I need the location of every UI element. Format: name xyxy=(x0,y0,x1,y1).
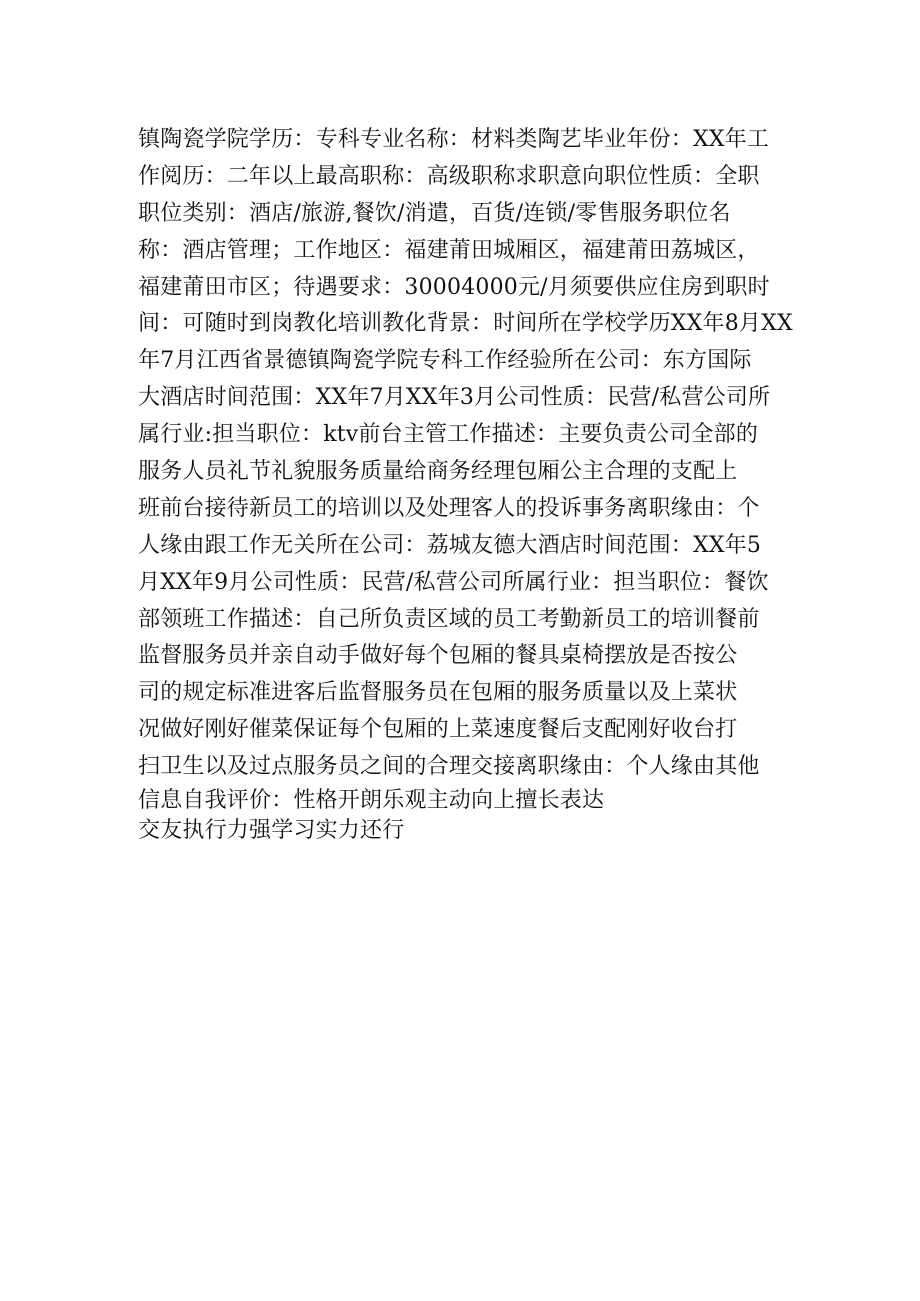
text-line: 间：可随时到岗教化培训教化背景：时间所在学校学历XX年8月XX xyxy=(138,311,793,337)
text-line: 属行业:担当职位：ktv前台主管工作描述：主要负责公司全部的 xyxy=(138,422,759,448)
text-line: 司的规定标准进客后监督服务员在包厢的服务质量以及上菜状 xyxy=(138,680,738,706)
document-body-text xyxy=(138,122,793,846)
text-line: 作阅历：二年以上最高职称：高级职称求职意向职位性质：全职 xyxy=(138,163,760,189)
text-line: 监督服务员并亲自动手做好每个包厢的餐具桌椅摆放是否按公 xyxy=(138,643,738,669)
text-line: 部领班工作描述：自己所负责区域的员工考勤新员工的培训餐前 xyxy=(138,606,760,632)
text-line: 职位类别：酒店/旅游,餐饮/消遣，百货/连锁/零售服务职位名 xyxy=(138,200,731,226)
text-line: 人缘由跟工作无关所在公司：荔城友德大酒店时间范围：XX年5 xyxy=(138,532,762,558)
text-line: 年7月江西省景德镇陶瓷学院专科工作经验所在公司：东方国际 xyxy=(138,348,752,374)
text-line: 福建莆田市区；待遇要求：30004000元/月须要供应住房到职时 xyxy=(138,274,770,300)
text-line: 扫卫生以及过点服务员之间的合理交接离职缘由：个人缘由其他 xyxy=(138,754,760,780)
text-line: 服务人员礼节礼貌服务质量给商务经理包厢公主合理的支配上 xyxy=(138,459,738,485)
text-line: 镇陶瓷学院学历：专科专业名称：材料类陶艺毕业年份：XX年工 xyxy=(138,127,770,152)
text-line: 交友执行力强学习实力还行 xyxy=(138,818,405,844)
text-line: 称：酒店管理；工作地区：福建莆田城厢区，福建莆田荔城区， xyxy=(138,237,760,263)
text-line: 班前台接待新员工的培训以及处理客人的投诉事务离职缘由：个 xyxy=(138,495,760,521)
text-line: 信息自我评价：性格开朗乐观主动向上擅长表达 xyxy=(138,788,605,814)
text-line: 况做好刚好催菜保证每个包厢的上菜速度餐后支配刚好收台打 xyxy=(138,717,738,743)
text-line: 大酒店时间范围：XX年7月XX年3月公司性质：民营/私营公司所 xyxy=(138,385,771,411)
text-line: 月XX年9月公司性质：民营/私营公司所属行业：担当职位：餐饮 xyxy=(138,569,769,595)
